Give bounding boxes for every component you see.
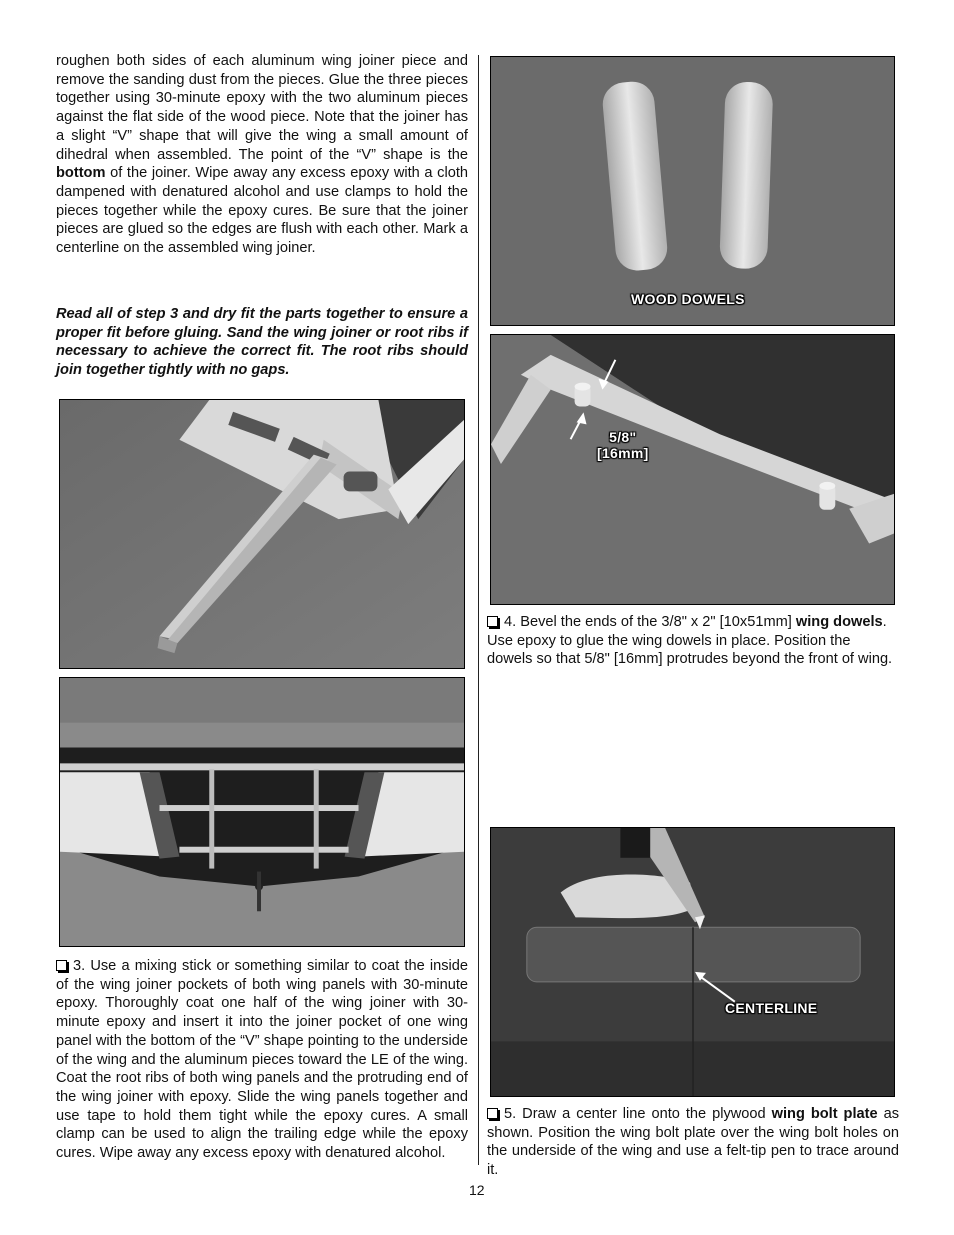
step-4-block [487, 613, 899, 669]
page-number: 12 [469, 1182, 485, 1198]
wood-dowels-photo [490, 56, 895, 326]
dowels-installed-photo [490, 334, 895, 605]
step-5-block [487, 1105, 899, 1180]
joined-wing-photo [59, 677, 465, 947]
step-5-checkbox[interactable] [487, 1108, 498, 1119]
left-column [56, 52, 468, 258]
dry-fit-note: Read all of step 3 and dry fit the parts together to ensure a proper fit before gluing. Sand the wing joiner or root ribs if necessary to achieve the correct fit. The root ribs should join together tightly with no gaps. [56, 306, 468, 379]
step-4-paragraph: 4. Bevel the ends of the 3/8" x 2" [10x51mm] wing dowels. Use epoxy to glue the wing dowels in place. Position the dowels so that 5/8" [16mm] protrudes beyond the front of wing. [487, 614, 893, 668]
dry-fit-note-block [56, 305, 468, 380]
wood-dowels-label: WOOD DOWELS [631, 291, 745, 307]
centerline-label: CENTERLINE [725, 1000, 818, 1016]
intro-paragraph: roughen both sides of each aluminum wing joiner piece and remove the sanding dust from the pieces. Glue the three pieces together using 30-minute epoxy with the two aluminum pieces against the flat side of the wood piece. Note that the joiner has a slight “V” shape that will give the wing a small amount of dihedral when assembled. The point of the “V” shape is the bottom of the joiner. Wipe away any excess epoxy with a cloth dampened with denatured alcohol and use clamps to hold the pieces together while the epoxy cures. Be sure that the joiner pieces are glued so the edges are flush with each other. Mark a centerline on the assembled wing joiner. [56, 53, 468, 257]
dowel-dimension-label: 5/8" [16mm] [597, 429, 649, 461]
step-3-block [56, 957, 468, 1163]
wing-joiner-photo [59, 399, 465, 669]
step-3-text: Use a mixing stick or something similar to coat the inside of the wing joiner pockets of both wing panels with 30-minute epoxy. Thoroughly coat one half of the wing joiner with 30-minute epoxy and insert it into the joiner pocket of one wing panel with the bottom of the “V” shape pointing to the underside of the wing and the aluminum pieces toward the LE of the wing. Coat the root ribs of both wing panels and the protruding end of the wing joiner with epoxy. Slide the wing panels together and use tape to hold them tight while the epoxy cures. A small clamp can be used to align the trailing edge while the epoxy cures. Wipe away any excess epoxy with denatured alcohol. [56, 958, 468, 1162]
step-3-number: 3. [73, 958, 86, 974]
step-3-paragraph [56, 957, 468, 1163]
step-5-paragraph: 5. Draw a center line onto the plywood wing bolt plate as shown. Position the wing bolt plate over the wing bolt holes on the underside of the wing and use a felt-tip pen to trace around it. [487, 1106, 899, 1179]
step-3-checkbox[interactable] [56, 960, 67, 971]
centerline-photo [490, 827, 895, 1097]
column-divider [478, 55, 479, 1165]
step-4-checkbox[interactable] [487, 616, 498, 627]
